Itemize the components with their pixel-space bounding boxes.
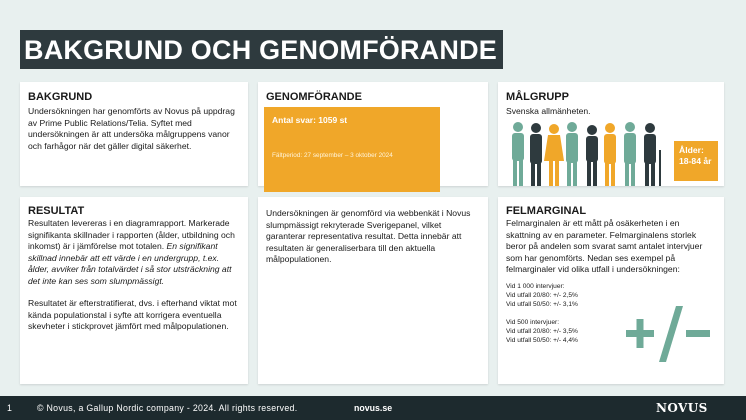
felmarginal-example-1 bbox=[506, 282, 716, 309]
person-icon bbox=[604, 123, 616, 186]
bakgrund-card bbox=[20, 82, 248, 186]
person-icon bbox=[544, 124, 564, 186]
resultat-text-2: Resultatet är efterstratifierat, dvs. i efterhand viktat mot kända populationstal i syfte att korrigera eventuella skevheter i stickprovet jämfört med målpopulationen. bbox=[28, 298, 237, 331]
resultat-card bbox=[20, 197, 248, 384]
page-title: BAKGRUND OCH GENOMFÖRANDE bbox=[20, 30, 503, 69]
malgrupp-heading: MÅLGRUPP bbox=[506, 91, 569, 103]
age-value: 18-84 år bbox=[679, 156, 712, 166]
felmarginal-text: Felmarginalen är ett mått på osäkerheten i en skattning av en parameter. Felmarginalens storlek beror på andelen som svarat samt antalet intervjuer som har genomförts. Nedan ses exempel på felmarginaler vid olika utfall i undersökningen: bbox=[506, 218, 703, 274]
faltperiod: Fältperiod: 27 september – 3 oktober 2024 bbox=[272, 152, 393, 159]
people-illustration bbox=[508, 120, 672, 188]
resultat-text-italic: En signifikant skillnad innebär att ett värde i en undergrupp, t.ex. ålder, avviker från totalvärdet i så stor utsträckning att det inte kan ses som slumpmässigt. bbox=[28, 241, 232, 286]
person-icon bbox=[644, 123, 661, 186]
resultat-text bbox=[28, 218, 240, 287]
person-icon bbox=[512, 122, 524, 186]
example-line: Vid utfall 20/80: +/- 2,5% bbox=[506, 291, 578, 299]
genomforande-text: Undersökningen är genomförd via webbenkät i Novus slumpmässigt rekryterade Sverigepanel, vilket garanterar representativa resultat. Detta innebär att resultaten är generaliserbara till den aktuella målpopulationen. bbox=[266, 208, 471, 264]
antal-svar: Antal svar: 1059 st bbox=[272, 115, 348, 125]
genomforande-info-box bbox=[264, 107, 440, 192]
page-number: 1 bbox=[7, 403, 12, 413]
genomforande-detail-card bbox=[258, 197, 488, 384]
person-icon bbox=[624, 122, 636, 186]
example-line: Vid utfall 50/50: +/- 4,4% bbox=[506, 336, 578, 344]
felmarginal-heading: FELMARGINAL bbox=[506, 205, 587, 217]
example-line: Vid 1 000 intervjuer: bbox=[506, 282, 565, 290]
footer bbox=[0, 396, 746, 420]
person-icon bbox=[566, 122, 578, 186]
person-icon bbox=[530, 123, 542, 186]
copyright: © Novus, a Gallup Nordic company - 2024. All rights reserved. bbox=[37, 403, 298, 413]
bakgrund-heading: BAKGRUND bbox=[28, 91, 93, 103]
site-link[interactable]: novus.se bbox=[354, 403, 393, 413]
novus-logo: NOVUS bbox=[656, 401, 708, 415]
plus-minus-icon bbox=[624, 306, 714, 362]
resultat-heading: RESULTAT bbox=[28, 205, 85, 217]
age-box bbox=[674, 141, 718, 181]
bakgrund-text: Undersökningen har genomförts av Novus på uppdrag av Prime Public Relations/Telia. Syftet med undersökningen är att undersöka målgruppens vanor och farhågor när det gäller digital säkerhet. bbox=[28, 106, 235, 151]
genomforande-heading: GENOMFÖRANDE bbox=[266, 91, 362, 103]
person-icon bbox=[586, 125, 598, 186]
age-label: Ålder: bbox=[679, 145, 704, 155]
example-line: Vid utfall 20/80: +/- 3,5% bbox=[506, 327, 578, 335]
resultat-text-normal: Resultaten levereras i en diagramrapport. Markerade signifikanta skillnader i rapporten (ålder, utbildning och inkomst) är i jämförelse mot totalen. bbox=[28, 218, 235, 251]
malgrupp-text: Svenska allmänheten. bbox=[506, 106, 591, 116]
example-line: Vid 500 intervjuer: bbox=[506, 318, 560, 326]
example-line: Vid utfall 50/50: +/- 3,1% bbox=[506, 300, 578, 308]
